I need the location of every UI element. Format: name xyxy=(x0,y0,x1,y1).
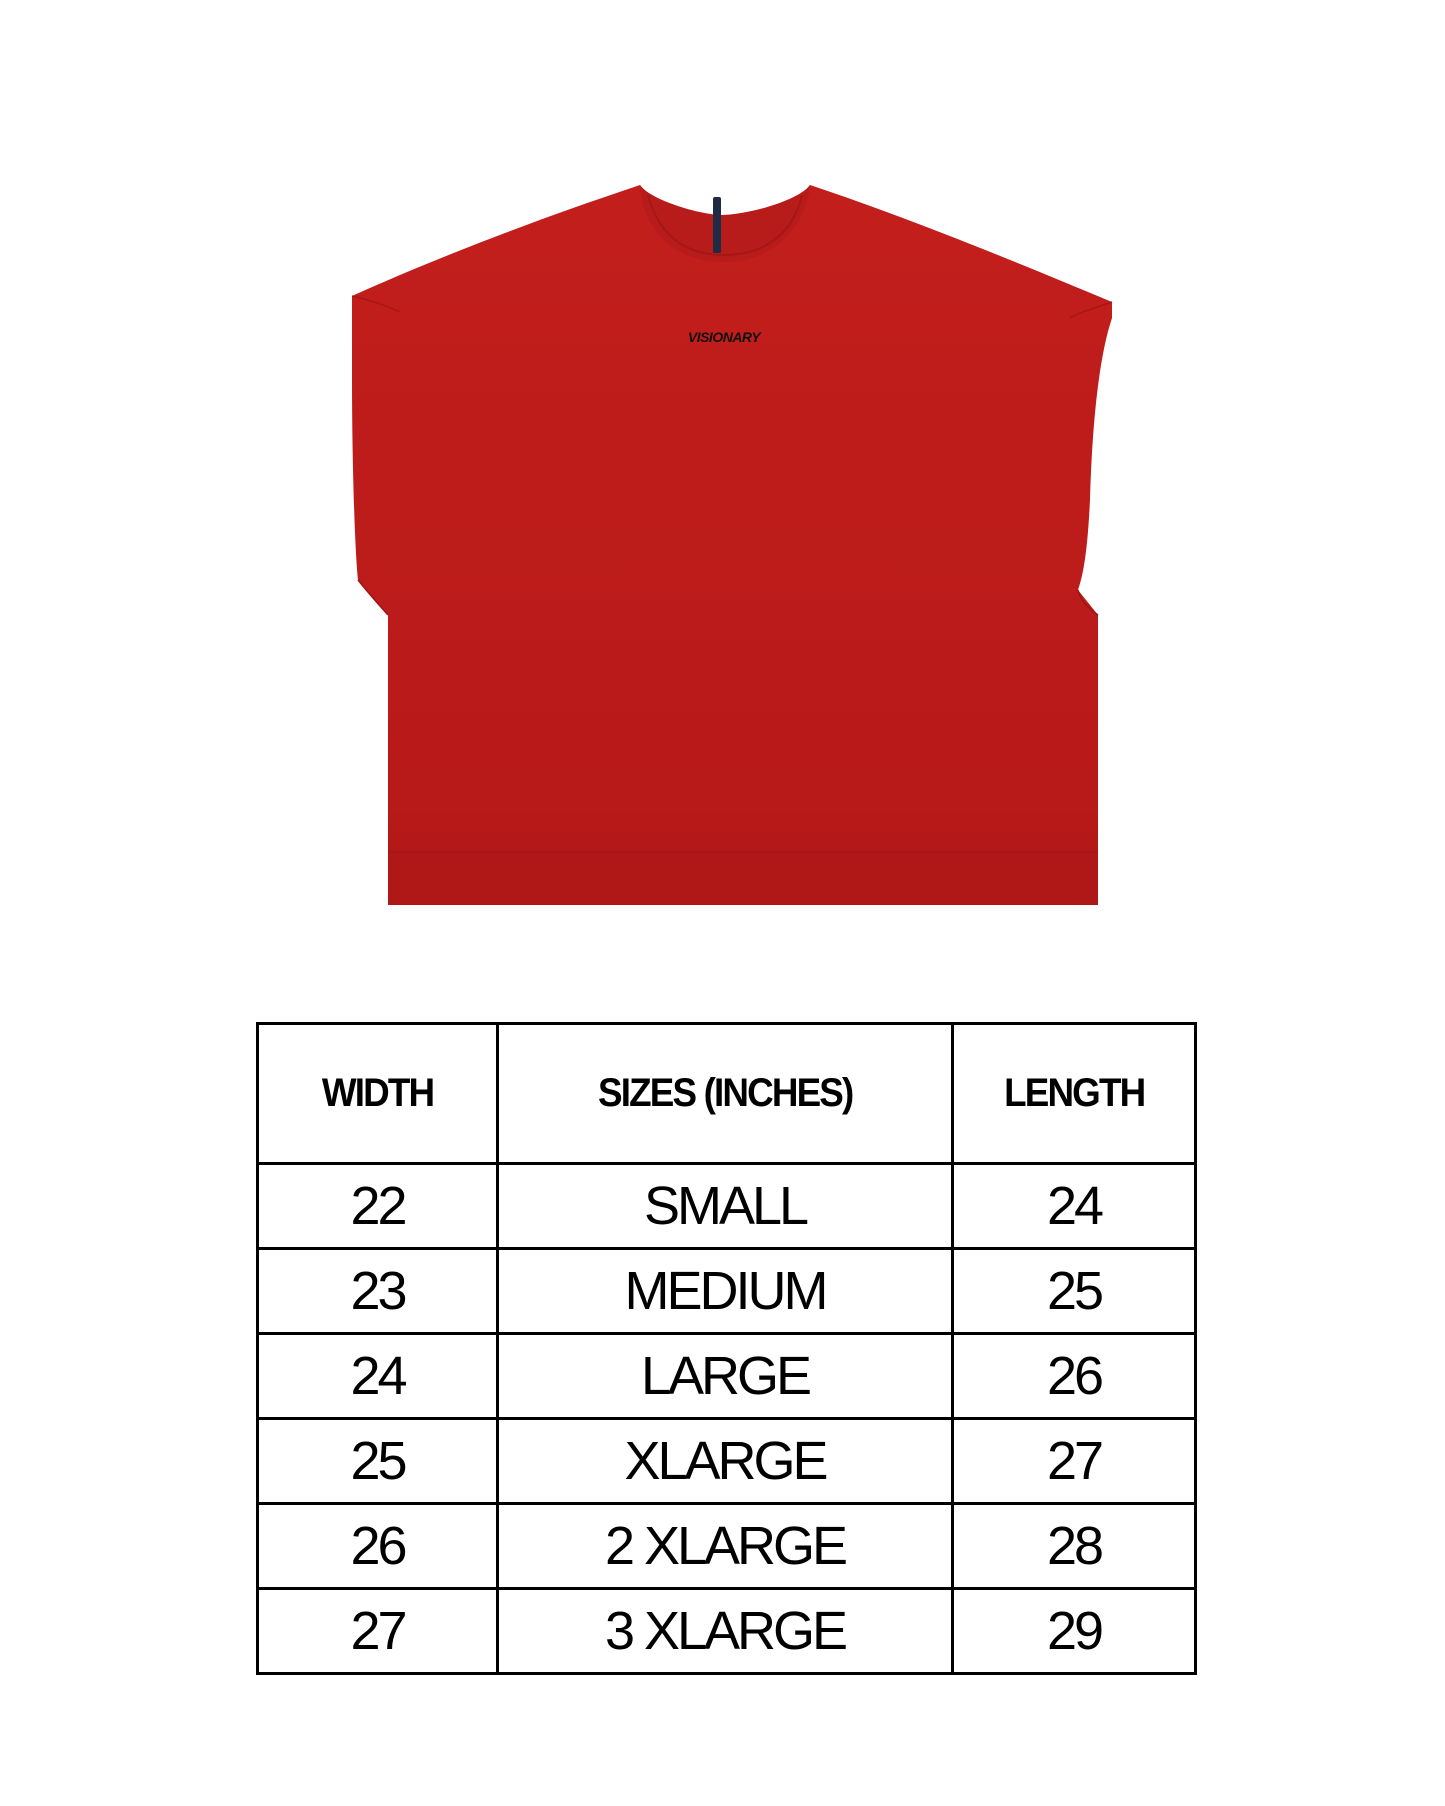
width-cell: 22 xyxy=(258,1164,498,1249)
size-chart-table xyxy=(256,1022,1197,1675)
chest-logo-text: VISIONARY xyxy=(687,329,761,345)
length-cell: 28 xyxy=(953,1504,1196,1589)
size-cell: 2 XLARGE xyxy=(498,1504,953,1589)
length-cell: 25 xyxy=(953,1249,1196,1334)
length-cell: 27 xyxy=(953,1419,1196,1504)
header-length: LENGTH xyxy=(953,1024,1196,1164)
table-row xyxy=(258,1419,1196,1504)
table-row xyxy=(258,1249,1196,1334)
size-cell: 3 XLARGE xyxy=(498,1589,953,1674)
table-row xyxy=(258,1504,1196,1589)
width-cell: 24 xyxy=(258,1334,498,1419)
size-cell: XLARGE xyxy=(498,1419,953,1504)
width-cell: 27 xyxy=(258,1589,498,1674)
header-sizes: SIZES (INCHES) xyxy=(498,1024,953,1164)
length-cell: 26 xyxy=(953,1334,1196,1419)
width-cell: 26 xyxy=(258,1504,498,1589)
shirt-hem xyxy=(388,852,1098,905)
neck-label xyxy=(713,197,721,253)
length-cell: 24 xyxy=(953,1164,1196,1249)
size-cell: LARGE xyxy=(498,1334,953,1419)
table-row xyxy=(258,1589,1196,1674)
width-cell: 25 xyxy=(258,1419,498,1504)
table-row xyxy=(258,1334,1196,1419)
width-cell: 23 xyxy=(258,1249,498,1334)
size-chart-header-row xyxy=(258,1024,1196,1164)
length-cell: 29 xyxy=(953,1589,1196,1674)
header-width: WIDTH xyxy=(258,1024,498,1164)
size-cell: SMALL xyxy=(498,1164,953,1249)
table-row xyxy=(258,1164,1196,1249)
size-cell: MEDIUM xyxy=(498,1249,953,1334)
shirt-body xyxy=(352,185,1112,905)
